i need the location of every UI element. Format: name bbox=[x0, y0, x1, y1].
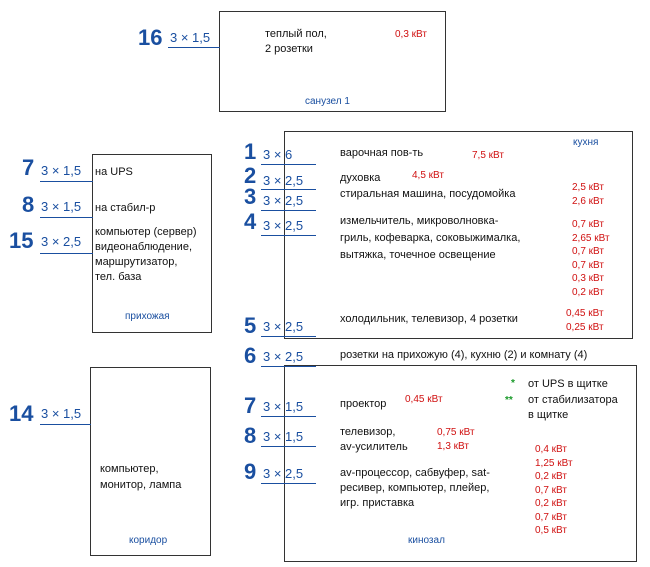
circuit-line bbox=[40, 217, 93, 218]
circuit-power: 0,45 кВт 0,25 кВт bbox=[566, 308, 604, 333]
circuit-desc: компьютер (сервер) видеонаблюдение, маршрутизатор, тел. база bbox=[95, 226, 197, 283]
circuit-desc: холодильник, телевизор, 4 розетки bbox=[340, 313, 518, 325]
line-number: 3 bbox=[244, 184, 257, 209]
circuit-desc: измельчитель, микроволновка- гриль, кофеварка, соковыжималка, вытяжка, точечное освещение bbox=[340, 215, 521, 261]
circuit-desc: варочная пов-ть bbox=[340, 147, 424, 159]
circuit-power: 4,5 кВт bbox=[412, 170, 444, 181]
cable-section: 3 × 1,5 bbox=[41, 163, 82, 178]
circuit-desc: на стабил-р bbox=[95, 202, 156, 214]
circuit-line bbox=[40, 181, 93, 182]
circuit-desc: проектор bbox=[340, 398, 387, 410]
cable-section: 3 × 2,5 bbox=[263, 218, 304, 233]
room-label-hallway: прихожая bbox=[125, 311, 170, 322]
line-number: 5 bbox=[244, 313, 257, 338]
legend-stabilizer-text: от стабилизатора в щитке bbox=[528, 394, 618, 421]
room-label-cinema: кинозал bbox=[408, 535, 445, 546]
cable-section: 3 × 2,5 bbox=[263, 193, 304, 208]
circuit-line bbox=[261, 446, 316, 447]
circuit-desc: компьютер, монитор, лампа bbox=[100, 463, 182, 491]
circuit-line bbox=[261, 164, 316, 165]
line-number: 2 bbox=[244, 163, 257, 188]
circuit-power: 2,5 кВт 2,6 кВт bbox=[572, 182, 604, 207]
circuit-power: 0,45 кВт bbox=[405, 394, 443, 405]
line-number: 1 bbox=[244, 139, 257, 164]
line-number: 8 bbox=[244, 423, 257, 448]
room-label-corridor: коридор bbox=[129, 535, 168, 546]
cable-section: 3 × 2,5 bbox=[41, 234, 82, 249]
line-number: 16 bbox=[138, 25, 163, 50]
circuit-line bbox=[261, 336, 316, 337]
legend-ups-text: от UPS в щитке bbox=[528, 378, 608, 390]
circuit-line bbox=[261, 189, 316, 190]
cable-section: 3 × 1,5 bbox=[263, 399, 304, 414]
cable-section: 3 × 1,5 bbox=[41, 199, 82, 214]
cable-section: 3 × 2,5 bbox=[263, 349, 304, 364]
cable-section: 3 × 2,5 bbox=[263, 319, 304, 334]
line-number: 14 bbox=[9, 401, 34, 426]
line-number: 6 bbox=[244, 343, 257, 368]
room-label-bathroom: санузел 1 bbox=[305, 96, 350, 107]
circuit-desc: на UPS bbox=[95, 166, 133, 178]
legend-star-icon: * bbox=[511, 378, 515, 389]
circuit-power: 7,5 кВт bbox=[472, 150, 504, 161]
room-label-kitchen: кухня bbox=[573, 137, 599, 148]
cable-section: 3 × 1,5 bbox=[170, 30, 211, 45]
cable-section: 3 × 1,5 bbox=[41, 406, 82, 421]
circuit-power: 0,4 кВт 1,25 кВт 0,2 кВт 0,7 кВт 0,2 кВт 0,7 кВт 0,5 кВт bbox=[535, 444, 573, 536]
circuit-line bbox=[40, 253, 93, 254]
circuit-desc: телевизор, av-усилитель bbox=[340, 426, 408, 453]
cable-section: 3 × 2,5 bbox=[263, 173, 304, 188]
line-number: 4 bbox=[244, 209, 257, 234]
line-number: 8 bbox=[22, 192, 35, 217]
circuit-line bbox=[261, 235, 316, 236]
circuit-desc: розетки на прихожую (4), кухню (2) и комнату (4) bbox=[340, 349, 588, 361]
circuit-desc: av-процессор, сабвуфер, sat- ресивер, компьютер, плейер, игр. приставка bbox=[340, 467, 490, 509]
legend-double-star-icon: ** bbox=[505, 395, 513, 406]
cable-section: 3 × 2,5 bbox=[263, 466, 304, 481]
cable-section: 3 × 6 bbox=[263, 147, 293, 162]
line-number: 9 bbox=[244, 459, 257, 484]
cable-section: 3 × 1,5 bbox=[263, 429, 304, 444]
line-number: 7 bbox=[244, 393, 257, 418]
circuit-desc: духовка bbox=[340, 172, 381, 184]
circuit-power: 0,7 кВт 2,65 кВт 0,7 кВт 0,7 кВт 0,3 кВт 0,2 кВт bbox=[572, 219, 610, 298]
line-number: 15 bbox=[9, 228, 34, 253]
circuit-desc: стиральная машина, посудомойка bbox=[340, 188, 516, 200]
circuit-desc: теплый пол, 2 розетки bbox=[265, 28, 327, 55]
line-number: 7 bbox=[22, 155, 35, 180]
circuit-line bbox=[261, 210, 316, 211]
circuit-line bbox=[261, 483, 316, 484]
circuit-line bbox=[261, 366, 316, 367]
circuit-power: 0,3 кВт bbox=[395, 29, 427, 40]
circuit-power: 0,75 кВт 1,3 кВт bbox=[437, 427, 475, 452]
circuit-line bbox=[40, 424, 91, 425]
circuit-line bbox=[261, 416, 316, 417]
circuit-line bbox=[168, 47, 220, 48]
